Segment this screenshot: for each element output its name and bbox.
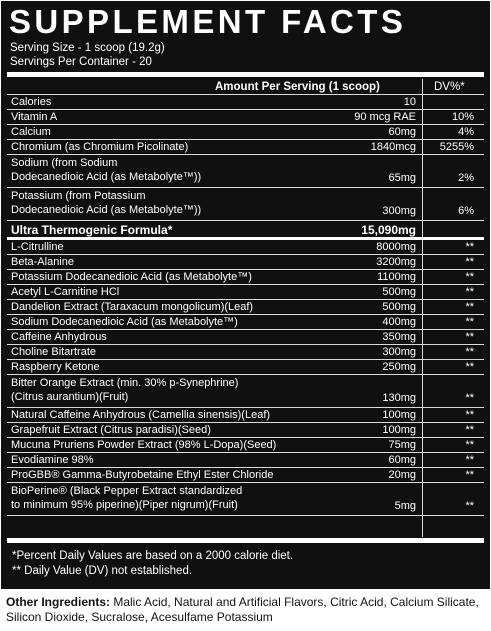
nutrient-name: ProGBB® Gamma-Butyrobetaine Ethyl Ester Chloride: [11, 469, 274, 481]
nutrient-amount: 400mg: [382, 316, 416, 328]
nutrient-daily-value: **: [465, 331, 474, 343]
nutrient-row: [7, 188, 484, 221]
footer-divider: [7, 538, 484, 543]
nutrient-row: [7, 408, 484, 423]
nutrient-row: [7, 125, 484, 140]
nutrient-row: [7, 95, 484, 110]
dv-header: DV%*: [434, 81, 465, 93]
nutrient-row: [7, 438, 484, 453]
nutrient-name: Sodium Dodecanedioic Acid (as Metabolyte™): [11, 316, 238, 328]
nutrient-amount: 15,090mg: [361, 223, 416, 237]
nutrient-amount: 350mg: [382, 331, 416, 343]
nutrient-amount: 60mg: [388, 126, 416, 138]
nutrient-amount: 130mg: [382, 392, 416, 404]
nutrient-daily-value: 2%: [458, 172, 474, 184]
nutrient-amount: 65mg: [388, 172, 416, 184]
serving-size: Serving Size - 1 scoop (19.2g): [10, 42, 165, 54]
nutrient-row: [7, 285, 484, 300]
nutrient-daily-value: 4%: [458, 126, 474, 138]
nutrient-amount: 500mg: [382, 286, 416, 298]
nutrient-row: [7, 240, 484, 255]
amount-header: Amount Per Serving (1 scoop): [215, 81, 380, 93]
other-ingredients-text: Malic Acid, Natural and Artificial Flavors, Citric Acid, Calcium Silicate, Silicon Dioxide, Sucralose, Acesulfame Potassium: [6, 595, 479, 624]
nutrient-amount: 20mg: [388, 469, 416, 481]
nutrient-amount: 300mg: [382, 205, 416, 217]
nutrient-name: Natural Caffeine Anhydrous (Camellia sinensis)(Leaf): [11, 409, 271, 421]
nutrient-table: [7, 95, 484, 516]
nutrient-row: [7, 330, 484, 345]
nutrient-daily-value: **: [465, 469, 474, 481]
nutrient-name: Ultra Thermogenic Formula*: [11, 223, 173, 237]
nutrient-daily-value: **: [465, 316, 474, 328]
nutrient-row: [7, 468, 484, 483]
nutrient-name: Chromium (as Chromium Picolinate): [11, 141, 189, 153]
nutrient-name: Calories: [11, 96, 52, 108]
nutrient-daily-value: **: [465, 301, 474, 313]
nutrient-row: [7, 345, 484, 360]
nutrient-amount: 250mg: [382, 361, 416, 373]
nutrient-amount: 90 mcg RAE: [354, 111, 416, 123]
nutrient-daily-value: **: [465, 241, 474, 253]
nutrient-amount: 60mg: [388, 454, 416, 466]
nutrient-amount: 75mg: [388, 439, 416, 451]
nutrient-amount: 3200mg: [376, 256, 416, 268]
nutrient-name: Acetyl L-Carnitine HCl: [11, 286, 120, 298]
nutrient-name: Dandelion Extract (Taraxacum mongolicum)(Leaf): [11, 301, 254, 313]
nutrient-name: Beta-Alanine: [11, 256, 74, 268]
nutrient-row: [7, 140, 484, 155]
nutrient-daily-value: **: [465, 392, 474, 404]
nutrient-daily-value: **: [465, 361, 474, 373]
nutrient-name: Raspberry Ketone: [11, 361, 100, 373]
nutrient-daily-value: 5255%: [439, 141, 474, 153]
footnote-dv-not-established: ** Daily Value (DV) not established.: [12, 565, 193, 577]
nutrient-daily-value: **: [465, 500, 474, 512]
nutrient-daily-value: **: [465, 286, 474, 298]
nutrient-row: [7, 270, 484, 285]
nutrient-name: Potassium Dodecanedioic Acid (as Metabolyte™): [11, 271, 252, 283]
nutrient-daily-value: 6%: [458, 205, 474, 217]
nutrient-daily-value: 10%: [451, 111, 474, 123]
nutrient-name: Vitamin A: [11, 111, 58, 123]
nutrient-daily-value: **: [465, 346, 474, 358]
nutrient-amount: 100mg: [382, 424, 416, 436]
nutrient-row: [7, 453, 484, 468]
nutrient-amount: 10: [403, 96, 416, 108]
nutrient-row: [7, 155, 484, 188]
nutrient-amount: 1100mg: [377, 271, 416, 283]
nutrient-name: Calcium: [11, 126, 51, 138]
nutrient-name: Potassium (from Potassium Dodecanedioic Acid (as Metabolyte™)): [11, 190, 202, 216]
nutrient-name: Mucuna Pruriens Powder Extract (98% L-Dopa)(Seed): [11, 439, 277, 451]
nutrient-daily-value: **: [465, 256, 474, 268]
panel-title: SUPPLEMENT FACTS: [9, 3, 407, 40]
nutrient-row: [7, 423, 484, 438]
nutrient-name: Sodium (from Sodium Dodecanedioic Acid (as Metabolyte™)): [11, 157, 202, 183]
nutrient-name: Bitter Orange Extract (min. 30% p-Synephrine) (Citrus aurantium)(Fruit): [11, 377, 239, 403]
nutrient-row: [7, 483, 484, 516]
nutrient-row: [7, 110, 484, 125]
nutrient-name: Caffeine Anhydrous: [11, 331, 107, 343]
nutrient-name: Grapefruit Extract (Citrus paradisi)(Seed): [11, 424, 211, 436]
other-ingredients-label: Other Ingredients:: [6, 595, 111, 609]
nutrient-amount: 1840mcg: [370, 141, 416, 153]
nutrient-row: [7, 315, 484, 330]
nutrient-row: [7, 255, 484, 270]
proprietary-blend-row: [7, 221, 484, 240]
nutrient-amount: 8000mg: [376, 241, 416, 253]
nutrient-name: Evodiamine 98%: [11, 454, 94, 466]
nutrient-row: [7, 375, 484, 408]
nutrient-amount: 100mg: [382, 409, 416, 421]
nutrient-row: [7, 360, 484, 375]
nutrient-daily-value: **: [465, 271, 474, 283]
nutrient-row: [7, 300, 484, 315]
nutrient-daily-value: **: [465, 454, 474, 466]
nutrient-amount: 300mg: [382, 346, 416, 358]
other-ingredients: [6, 595, 486, 625]
footnote-percent-dv: *Percent Daily Values are based on a 2000 calorie diet.: [12, 550, 294, 562]
nutrient-daily-value: **: [465, 409, 474, 421]
nutrient-name: Choline Bitartrate: [11, 346, 96, 358]
nutrient-daily-value: **: [465, 439, 474, 451]
nutrient-name: L-Citrulline: [11, 241, 64, 253]
servings-per-container: Servings Per Container - 20: [10, 56, 152, 68]
header-divider: [7, 72, 484, 77]
nutrient-amount: 500mg: [382, 301, 416, 313]
nutrient-amount: 5mg: [394, 500, 416, 512]
nutrient-name: BioPerine® (Black Pepper Extract standardized to minimum 95% piperine)(Piper nigrum)(Fruit): [11, 485, 243, 511]
nutrient-daily-value: **: [465, 424, 474, 436]
